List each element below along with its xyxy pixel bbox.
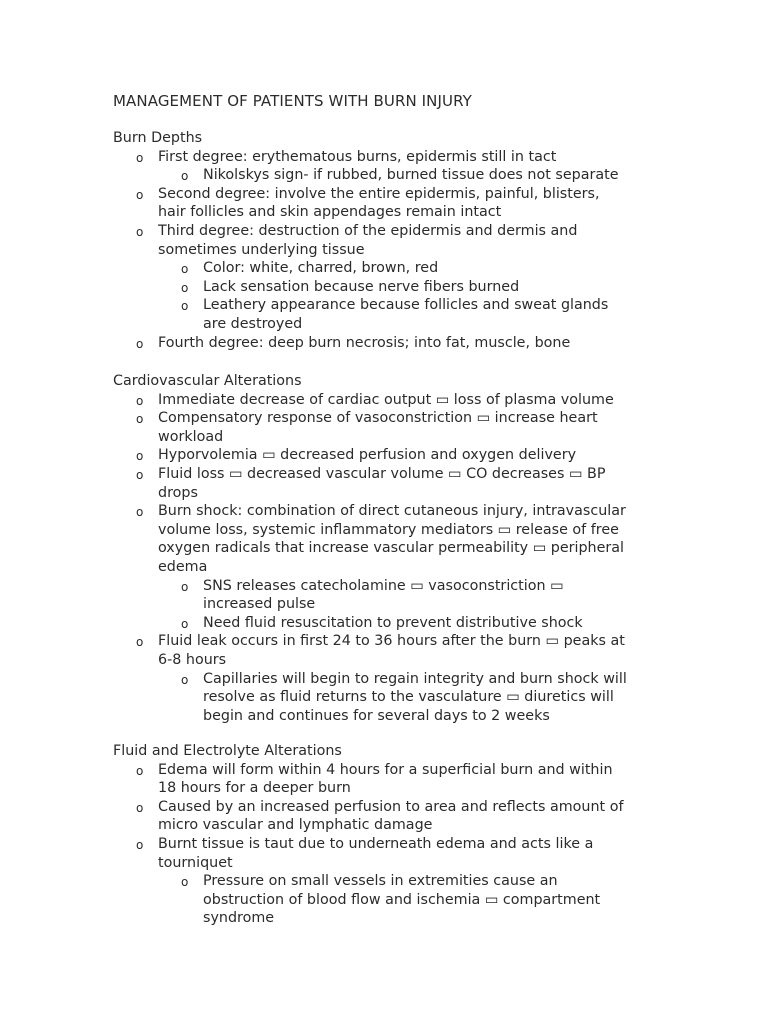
hollow-bullet-icon: o [181,616,189,631]
bullet-item [113,409,673,446]
sub-bullet-item [113,872,673,928]
bullet-item [113,446,673,465]
hollow-bullet-icon: o [136,393,144,408]
bullet-text-line: Nikolskys sign- if rubbed, burned tissue does not separate [203,167,619,184]
sub-bullet-item [113,670,673,726]
bullet-text-line: First degree: erythematous burns, epidermis still in tact [158,148,557,165]
bullet-text-line: 6-8 hours [158,651,227,668]
bullet-text-line: Fourth degree: deep burn necrosis; into fat, muscle, bone [158,334,571,351]
bullet-text-line: Burn shock: combination of direct cutaneous injury, intravascular [158,503,626,520]
hollow-bullet-icon: o [136,336,144,351]
bullet-text-line: resolve as fluid returns to the vasculature ▭ diuretics will [203,689,614,706]
bullet-text-line: obstruction of blood flow and ischemia ▭ compartment [203,891,601,908]
section-heading: Fluid and Electrolyte Alterations [113,743,342,759]
bullet-text-line: Fluid leak occurs in first 24 to 36 hours after the burn ▭ peaks at [158,633,625,650]
bullet-item [113,761,673,798]
bullet-text-line: syndrome [203,910,275,927]
bullet-item [113,185,673,222]
bullet-text-line: Edema will form within 4 hours for a superficial burn and within [158,761,613,778]
hollow-bullet-icon: o [181,299,189,314]
bullet-item [113,502,673,576]
hollow-bullet-icon: o [181,579,189,594]
bullet-item [113,835,673,872]
sub-bullet-item [113,259,673,278]
bullet-text-line: oxygen radicals that increase vascular permeability ▭ peripheral [158,540,625,557]
bullet-text-line: Need fluid resuscitation to prevent distributive shock [203,614,583,631]
bullet-item [113,798,673,835]
hollow-bullet-icon: o [136,449,144,464]
bullet-text-line: sometimes underlying tissue [158,241,365,258]
bullet-item [113,465,673,502]
bullet-text-line: are destroyed [203,315,303,332]
sub-bullet-item [113,614,673,633]
sub-bullet-item [113,577,673,614]
hollow-bullet-icon: o [181,169,189,184]
hollow-bullet-icon: o [136,224,144,239]
section-heading: Cardiovascular Alterations [113,373,302,389]
hollow-bullet-icon: o [136,150,144,165]
bullet-text-line: SNS releases catecholamine ▭ vasoconstriction ▭ [203,577,564,594]
bullet-text-line: Second degree: involve the entire epidermis, painful, blisters, [158,185,600,202]
hollow-bullet-icon: o [136,505,144,520]
bullet-text-line: edema [158,558,208,575]
bullet-text-line: Burnt tissue is taut due to underneath edema and acts like a [158,835,594,852]
hollow-bullet-icon: o [181,280,189,295]
hollow-bullet-icon: o [136,800,144,815]
bullet-text-line: Capillaries will begin to regain integrity and burn shock will [203,670,627,687]
section-fluid-electrolyte-alterations [113,742,673,928]
document-title: MANAGEMENT OF PATIENTS WITH BURN INJURY [113,92,472,110]
bullet-text-line: Leathery appearance because follicles and sweat glands [203,297,609,314]
bullet-item [113,222,673,259]
bullet-text-line: Compensatory response of vasoconstriction ▭ increase heart [158,410,598,427]
hollow-bullet-icon: o [181,875,189,890]
bullet-text-line: Third degree: destruction of the epidermis and dermis and [158,222,578,239]
section-burn-depths [113,129,673,352]
hollow-bullet-icon: o [136,635,144,650]
hollow-bullet-icon: o [136,412,144,427]
bullet-item [113,632,673,669]
hollow-bullet-icon: o [136,467,144,482]
bullet-item [113,391,673,410]
bullet-text-line: Fluid loss ▭ decreased vascular volume ▭ CO decreases ▭ BP [158,465,606,482]
hollow-bullet-icon: o [136,187,144,202]
hollow-bullet-icon: o [181,672,189,687]
bullet-text-line: Hyporvolemia ▭ decreased perfusion and oxygen delivery [158,447,577,464]
section-cardiovascular-alterations [113,372,673,725]
bullet-text-line: micro vascular and lymphatic damage [158,817,433,834]
hollow-bullet-icon: o [136,763,144,778]
bullet-item [113,148,673,167]
bullet-text-line: Immediate decrease of cardiac output ▭ loss of plasma volume [158,391,614,408]
sub-bullet-item [113,278,673,297]
bullet-text-line: drops [158,484,198,501]
sub-bullet-item [113,166,673,185]
bullet-text-line: Caused by an increased perfusion to area and reflects amount of [158,798,624,815]
hollow-bullet-icon: o [136,837,144,852]
bullet-text-line: Pressure on small vessels in extremities cause an [203,873,558,890]
bullet-text-line: Color: white, charred, brown, red [203,260,439,277]
bullet-text-line: Lack sensation because nerve fibers burned [203,278,520,295]
bullet-text-line: hair follicles and skin appendages remain intact [158,204,502,221]
bullet-text-line: tourniquet [158,854,233,871]
section-heading: Burn Depths [113,130,203,146]
bullet-text-line: workload [158,428,224,445]
hollow-bullet-icon: o [181,262,189,277]
sub-bullet-item [113,296,673,333]
bullet-text-line: volume loss, systemic inflammatory mediators ▭ release of free [158,521,619,538]
bullet-text-line: 18 hours for a deeper burn [158,780,351,797]
bullet-text-line: increased pulse [203,596,316,613]
bullet-text-line: begin and continues for several days to 2 weeks [203,707,550,724]
bullet-item [113,334,673,353]
